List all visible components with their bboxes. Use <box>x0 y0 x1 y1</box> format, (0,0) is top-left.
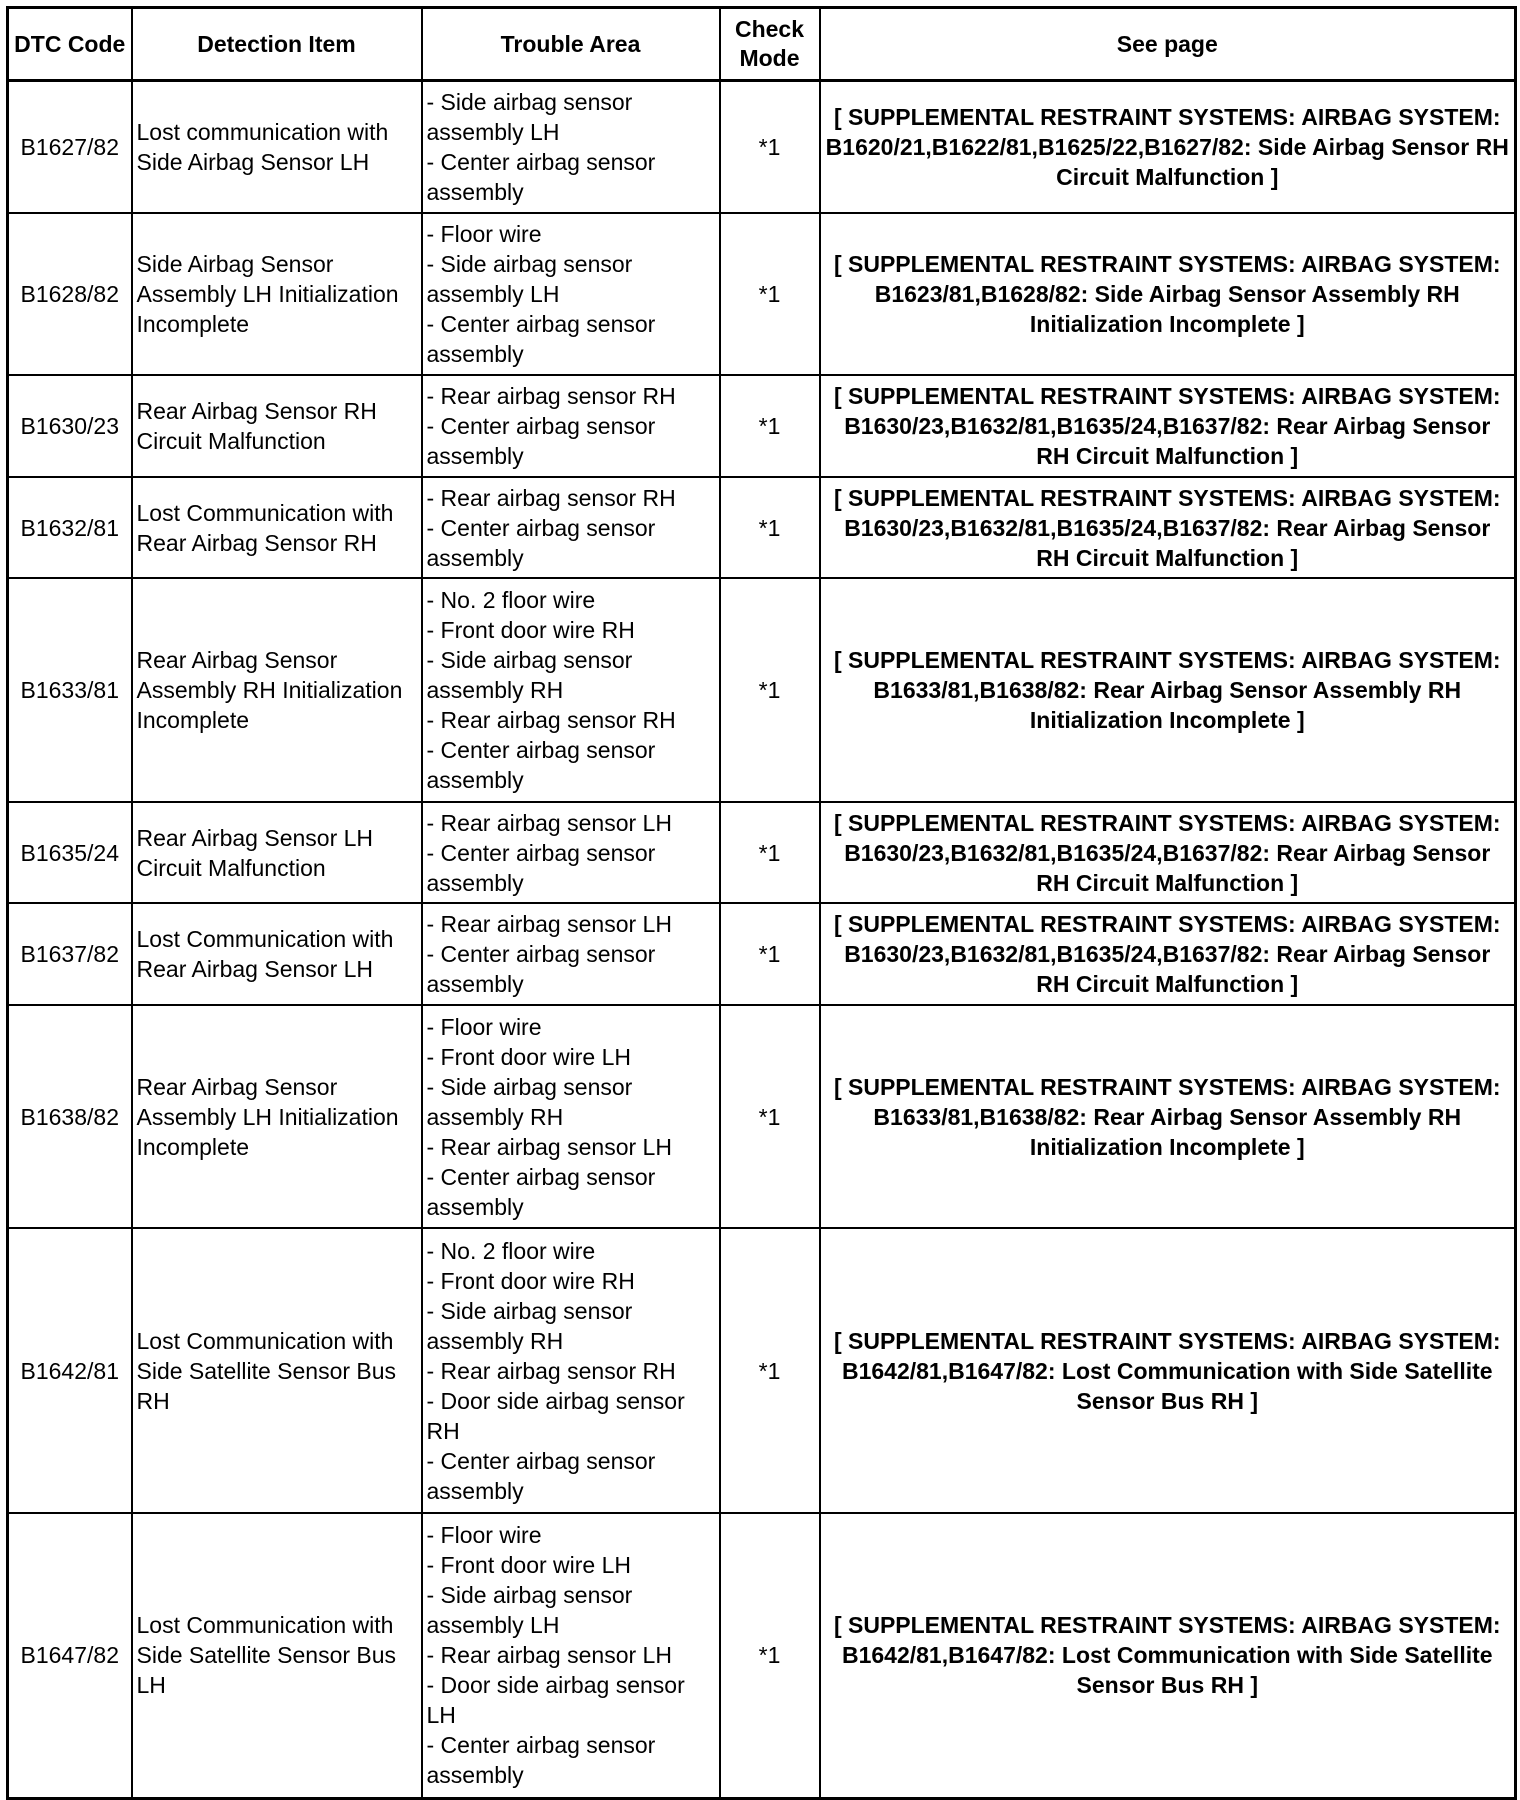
trouble-area-line: - Front door wire LH <box>426 1552 632 1579</box>
trouble-area-line: - Center airbag sensor assembly <box>426 514 662 571</box>
check-mode-cell: *1 <box>720 1005 820 1229</box>
trouble-area-line: - Center airbag sensor assembly <box>426 1447 662 1504</box>
dtc-code-cell: B1647/82 <box>8 1513 132 1799</box>
detection-item-cell: Rear Airbag Sensor RH Circuit Malfunction <box>132 375 422 477</box>
trouble-area-line: - Floor wire <box>426 1522 542 1549</box>
trouble-area-cell <box>422 1005 720 1229</box>
trouble-area-line: - Center airbag sensor assembly <box>426 1732 662 1789</box>
see-page-reference: [ SUPPLEMENTAL RESTRAINT SYSTEMS: AIRBAG SYSTEM: B1633/81,B1638/82: Rear Airbag Sensor Assembly RH Initialization Incomplete ] <box>820 1005 1516 1229</box>
detection-item-cell: Lost Communication with Side Satellite Sensor Bus RH <box>132 1228 422 1512</box>
see-page-reference: [ SUPPLEMENTAL RESTRAINT SYSTEMS: AIRBAG SYSTEM: B1630/23,B1632/81,B1635/24,B1637/82: Rear Airbag Sensor RH Circuit Malfunction ] <box>820 802 1516 904</box>
dtc-code-cell: B1627/82 <box>8 81 132 213</box>
see-page-reference: [ SUPPLEMENTAL RESTRAINT SYSTEMS: AIRBAG SYSTEM: B1630/23,B1632/81,B1635/24,B1637/82: Rear Airbag Sensor RH Circuit Malfunction ] <box>820 903 1516 1005</box>
see-page-reference: [ SUPPLEMENTAL RESTRAINT SYSTEMS: AIRBAG SYSTEM: B1630/23,B1632/81,B1635/24,B1637/82: Rear Airbag Sensor RH Circuit Malfunction ] <box>820 375 1516 477</box>
trouble-area-line: - Center airbag sensor assembly <box>426 310 662 367</box>
table-row <box>8 375 1516 477</box>
see-page-reference: [ SUPPLEMENTAL RESTRAINT SYSTEMS: AIRBAG SYSTEM: B1642/81,B1647/82: Lost Communication with Side Satellite Sensor Bus RH ] <box>820 1228 1516 1512</box>
trouble-area-line: - Center airbag sensor assembly <box>426 148 662 205</box>
dtc-code-cell: B1628/82 <box>8 213 132 376</box>
trouble-area-cell <box>422 1513 720 1799</box>
trouble-area-cell <box>422 903 720 1005</box>
table-row <box>8 802 1516 904</box>
trouble-area-cell <box>422 375 720 477</box>
header-dtc-code: DTC Code <box>8 8 132 81</box>
table-row <box>8 1228 1516 1512</box>
trouble-area-line: - Front door wire LH <box>426 1043 632 1070</box>
trouble-area-line: - Rear airbag sensor RH <box>426 484 676 511</box>
table-row <box>8 578 1516 802</box>
check-mode-cell: *1 <box>720 578 820 802</box>
trouble-area-line: - Rear airbag sensor LH <box>426 1133 672 1160</box>
trouble-area-line: - Rear airbag sensor LH <box>426 911 672 938</box>
trouble-area-line: - Floor wire <box>426 220 542 247</box>
dtc-table <box>6 6 1517 1800</box>
trouble-area-line: - No. 2 floor wire <box>426 587 596 614</box>
header-see-page: See page <box>820 8 1516 81</box>
see-page-reference: [ SUPPLEMENTAL RESTRAINT SYSTEMS: AIRBAG SYSTEM: B1623/81,B1628/82: Side Airbag Sensor Assembly RH Initialization Incomplete ] <box>820 213 1516 376</box>
trouble-area-line: - Side airbag sensor assembly RH <box>426 1297 639 1354</box>
header-check-mode: Check Mode <box>720 8 820 81</box>
trouble-area-line: - Side airbag sensor assembly RH <box>426 647 639 704</box>
detection-item-cell: Lost Communication with Rear Airbag Sensor LH <box>132 903 422 1005</box>
table-body <box>8 81 1516 1799</box>
detection-item-cell: Rear Airbag Sensor LH Circuit Malfunction <box>132 802 422 904</box>
check-mode-cell: *1 <box>720 213 820 376</box>
trouble-area-cell <box>422 1228 720 1512</box>
table-row <box>8 213 1516 376</box>
check-mode-cell: *1 <box>720 1228 820 1512</box>
trouble-area-line: - Side airbag sensor assembly RH <box>426 1073 639 1130</box>
trouble-area-line: - Rear airbag sensor RH <box>426 707 676 734</box>
trouble-area-cell <box>422 477 720 579</box>
detection-item-cell: Rear Airbag Sensor Assembly RH Initialization Incomplete <box>132 578 422 802</box>
trouble-area-line: - Rear airbag sensor LH <box>426 809 672 836</box>
check-mode-cell: *1 <box>720 1513 820 1799</box>
trouble-area-line: - Door side airbag sensor RH <box>426 1387 692 1444</box>
dtc-code-cell: B1642/81 <box>8 1228 132 1512</box>
trouble-area-line: - Rear airbag sensor RH <box>426 1357 676 1384</box>
trouble-area-line: - Rear airbag sensor RH <box>426 382 676 409</box>
check-mode-cell: *1 <box>720 903 820 1005</box>
trouble-area-line: - Floor wire <box>426 1013 542 1040</box>
trouble-area-cell <box>422 578 720 802</box>
trouble-area-line: - Center airbag sensor assembly <box>426 941 662 998</box>
trouble-area-line: - Front door wire RH <box>426 1267 635 1294</box>
trouble-area-line: - Center airbag sensor assembly <box>426 412 662 469</box>
see-page-reference: [ SUPPLEMENTAL RESTRAINT SYSTEMS: AIRBAG SYSTEM: B1633/81,B1638/82: Rear Airbag Sensor Assembly RH Initialization Incomplete ] <box>820 578 1516 802</box>
table-row <box>8 477 1516 579</box>
trouble-area-cell <box>422 802 720 904</box>
trouble-area-line: - Side airbag sensor assembly LH <box>426 1582 639 1639</box>
trouble-area-line: - Front door wire RH <box>426 617 635 644</box>
trouble-area-line: - Door side airbag sensor LH <box>426 1672 692 1729</box>
table-row <box>8 903 1516 1005</box>
trouble-area-line: - No. 2 floor wire <box>426 1237 596 1264</box>
dtc-code-cell: B1633/81 <box>8 578 132 802</box>
trouble-area-line: - Center airbag sensor assembly <box>426 737 662 794</box>
detection-item-cell: Lost Communication with Side Satellite Sensor Bus LH <box>132 1513 422 1799</box>
table-row <box>8 81 1516 213</box>
table-row <box>8 1513 1516 1799</box>
dtc-code-cell: B1630/23 <box>8 375 132 477</box>
dtc-code-cell: B1632/81 <box>8 477 132 579</box>
check-mode-cell: *1 <box>720 81 820 213</box>
check-mode-cell: *1 <box>720 802 820 904</box>
detection-item-cell: Side Airbag Sensor Assembly LH Initialization Incomplete <box>132 213 422 376</box>
dtc-code-cell: B1637/82 <box>8 903 132 1005</box>
see-page-reference: [ SUPPLEMENTAL RESTRAINT SYSTEMS: AIRBAG SYSTEM: B1642/81,B1647/82: Lost Communication with Side Satellite Sensor Bus RH ] <box>820 1513 1516 1799</box>
see-page-reference: [ SUPPLEMENTAL RESTRAINT SYSTEMS: AIRBAG SYSTEM: B1620/21,B1622/81,B1625/22,B1627/82: Side Airbag Sensor RH Circuit Malfunction ] <box>820 81 1516 213</box>
detection-item-cell: Lost Communication with Rear Airbag Sensor RH <box>132 477 422 579</box>
dtc-code-cell: B1638/82 <box>8 1005 132 1229</box>
check-mode-cell: *1 <box>720 375 820 477</box>
dtc-code-cell: B1635/24 <box>8 802 132 904</box>
header-detection-item: Detection Item <box>132 8 422 81</box>
trouble-area-line: - Center airbag sensor assembly <box>426 1163 662 1220</box>
trouble-area-cell <box>422 213 720 376</box>
table-row <box>8 1005 1516 1229</box>
trouble-area-line: - Rear airbag sensor LH <box>426 1642 672 1669</box>
trouble-area-cell <box>422 81 720 213</box>
detection-item-cell: Rear Airbag Sensor Assembly LH Initialization Incomplete <box>132 1005 422 1229</box>
trouble-area-line: - Side airbag sensor assembly LH <box>426 250 639 307</box>
header-row <box>8 8 1516 81</box>
trouble-area-line: - Side airbag sensor assembly LH <box>426 88 639 145</box>
detection-item-cell: Lost communication with Side Airbag Sensor LH <box>132 81 422 213</box>
header-trouble-area: Trouble Area <box>422 8 720 81</box>
check-mode-cell: *1 <box>720 477 820 579</box>
see-page-reference: [ SUPPLEMENTAL RESTRAINT SYSTEMS: AIRBAG SYSTEM: B1630/23,B1632/81,B1635/24,B1637/82: Rear Airbag Sensor RH Circuit Malfunction ] <box>820 477 1516 579</box>
trouble-area-line: - Center airbag sensor assembly <box>426 839 662 896</box>
